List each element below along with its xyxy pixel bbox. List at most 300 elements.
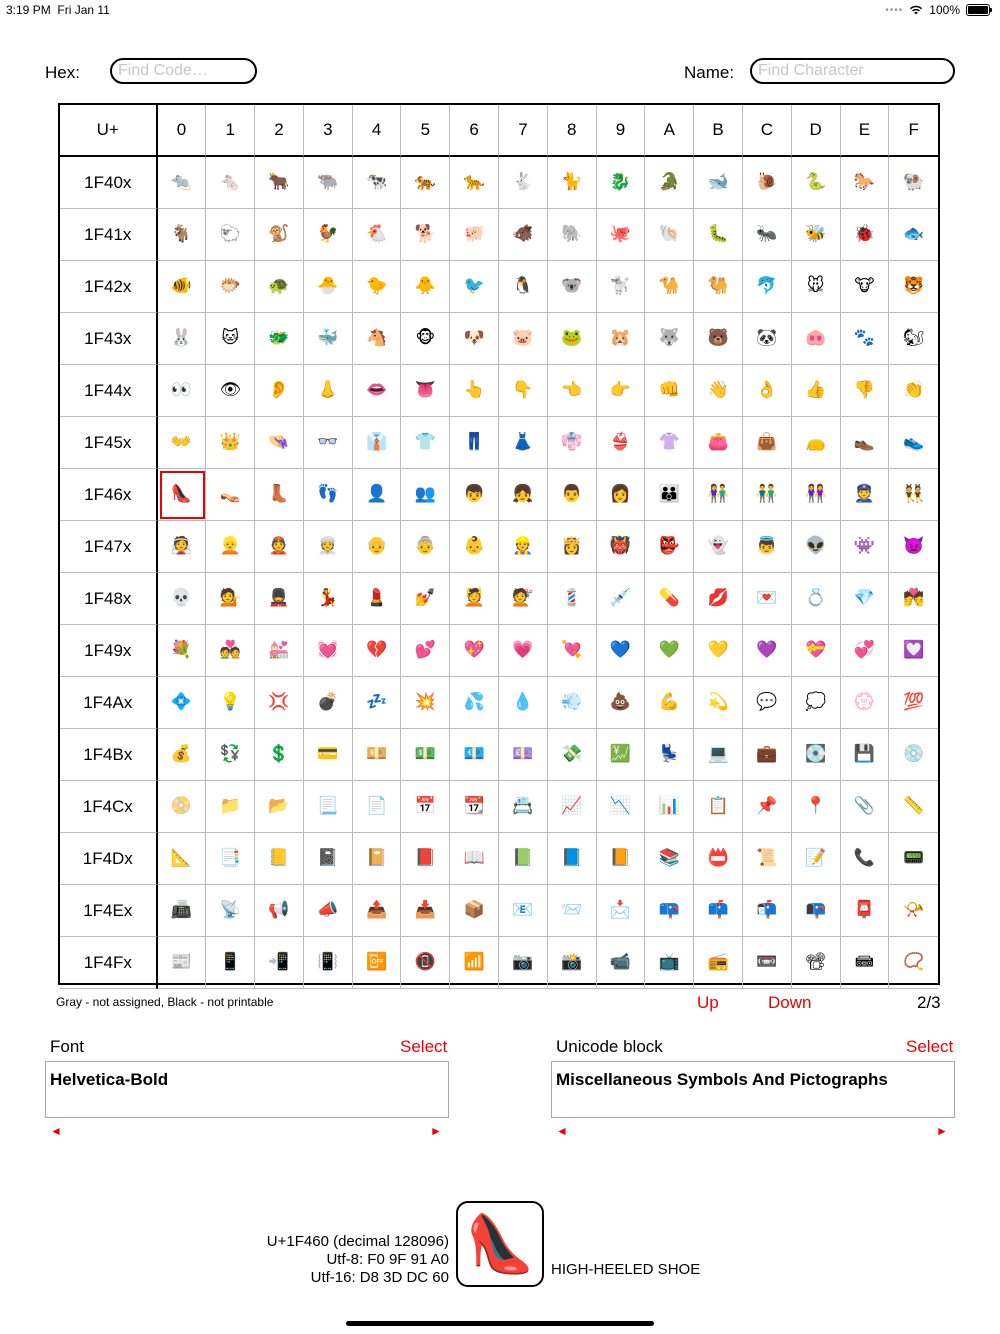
- char-cell[interactable]: [792, 781, 841, 833]
- char-glyph: 👱: [219, 536, 241, 556]
- char-cell[interactable]: [206, 781, 255, 833]
- char-cell[interactable]: [548, 417, 597, 469]
- char-cell[interactable]: [548, 365, 597, 417]
- char-cell[interactable]: [792, 157, 841, 209]
- block-select-button[interactable]: Select: [906, 1037, 954, 1056]
- char-cell[interactable]: [158, 365, 207, 417]
- hex-search-input[interactable]: [118, 62, 249, 80]
- char-cell[interactable]: [206, 261, 255, 313]
- char-cell[interactable]: [889, 313, 938, 365]
- char-cell[interactable]: [401, 521, 450, 573]
- char-cell[interactable]: [255, 417, 304, 469]
- char-cell[interactable]: [450, 625, 499, 677]
- char-cell[interactable]: [255, 313, 304, 365]
- char-cell[interactable]: [792, 521, 841, 573]
- char-cell[interactable]: [206, 677, 255, 729]
- char-cell[interactable]: [450, 365, 499, 417]
- char-cell[interactable]: [792, 313, 841, 365]
- char-cell[interactable]: [548, 833, 597, 885]
- char-cell[interactable]: [645, 261, 694, 313]
- char-cell[interactable]: [645, 833, 694, 885]
- char-cell[interactable]: [889, 261, 938, 313]
- char-cell[interactable]: [743, 885, 792, 937]
- char-cell[interactable]: [255, 729, 304, 781]
- char-cell[interactable]: [645, 469, 694, 521]
- char-cell[interactable]: [255, 521, 304, 573]
- char-cell[interactable]: [401, 469, 450, 521]
- char-cell[interactable]: [841, 521, 890, 573]
- char-cell[interactable]: [255, 209, 304, 261]
- home-indicator[interactable]: [346, 1321, 654, 1326]
- char-cell[interactable]: [841, 417, 890, 469]
- char-cell[interactable]: [645, 937, 694, 989]
- char-cell[interactable]: [597, 573, 646, 625]
- char-cell[interactable]: [304, 729, 353, 781]
- char-cell[interactable]: [401, 573, 450, 625]
- char-cell[interactable]: [889, 625, 938, 677]
- char-cell[interactable]: [841, 937, 890, 989]
- char-cell[interactable]: [450, 261, 499, 313]
- char-cell[interactable]: [499, 677, 548, 729]
- char-cell[interactable]: [743, 469, 792, 521]
- char-glyph: 📁: [219, 796, 241, 816]
- char-cell[interactable]: [158, 729, 207, 781]
- char-glyph: 🐴: [365, 328, 388, 348]
- char-cell[interactable]: [694, 469, 743, 521]
- char-cell[interactable]: [694, 573, 743, 625]
- char-cell[interactable]: [841, 833, 890, 885]
- font-name-box[interactable]: [45, 1061, 449, 1118]
- column-header: D: [792, 105, 841, 157]
- char-cell[interactable]: [645, 209, 694, 261]
- down-button[interactable]: Down: [768, 993, 812, 1012]
- char-cell[interactable]: [792, 729, 841, 781]
- char-cell[interactable]: [792, 937, 841, 989]
- char-cell[interactable]: [792, 365, 841, 417]
- char-cell[interactable]: [597, 417, 646, 469]
- char-cell[interactable]: [548, 313, 597, 365]
- char-cell[interactable]: [889, 677, 938, 729]
- char-cell[interactable]: [158, 625, 207, 677]
- font-select-button[interactable]: Select: [400, 1037, 448, 1056]
- char-glyph: 📚: [658, 848, 680, 868]
- char-glyph: 💅: [414, 588, 436, 608]
- char-cell[interactable]: [597, 937, 646, 989]
- char-cell[interactable]: [255, 885, 304, 937]
- name-search-field[interactable]: [750, 58, 955, 84]
- char-cell[interactable]: [450, 677, 499, 729]
- char-cell[interactable]: [304, 261, 353, 313]
- char-cell[interactable]: [548, 261, 597, 313]
- char-glyph: 🐳: [317, 328, 339, 348]
- char-cell[interactable]: [255, 781, 304, 833]
- char-cell[interactable]: [597, 313, 646, 365]
- char-cell[interactable]: [304, 573, 353, 625]
- char-cell[interactable]: [597, 833, 646, 885]
- char-cell[interactable]: [158, 781, 207, 833]
- char-cell[interactable]: [450, 313, 499, 365]
- char-cell[interactable]: [499, 937, 548, 989]
- char-cell[interactable]: [694, 833, 743, 885]
- char-glyph: 💽: [805, 744, 827, 764]
- char-cell[interactable]: [645, 365, 694, 417]
- char-cell[interactable]: [694, 209, 743, 261]
- char-cell[interactable]: [841, 781, 890, 833]
- char-cell[interactable]: [841, 729, 890, 781]
- font-prev-arrow-icon[interactable]: ◄: [50, 1124, 62, 1138]
- char-cell[interactable]: [841, 365, 890, 417]
- char-cell[interactable]: [645, 729, 694, 781]
- char-cell[interactable]: [158, 417, 207, 469]
- char-cell[interactable]: [743, 573, 792, 625]
- char-glyph: 💭: [805, 692, 827, 712]
- char-cell[interactable]: [206, 885, 255, 937]
- char-cell[interactable]: [889, 417, 938, 469]
- char-cell[interactable]: [206, 937, 255, 989]
- char-cell[interactable]: [743, 521, 792, 573]
- char-cell[interactable]: [353, 625, 402, 677]
- char-cell[interactable]: [743, 677, 792, 729]
- char-cell[interactable]: [841, 157, 890, 209]
- char-cell[interactable]: [597, 469, 646, 521]
- char-cell[interactable]: [743, 625, 792, 677]
- char-cell[interactable]: [401, 833, 450, 885]
- font-next-arrow-icon[interactable]: ►: [430, 1124, 442, 1138]
- char-glyph: 👷: [512, 536, 534, 556]
- char-cell[interactable]: [889, 781, 938, 833]
- char-cell[interactable]: [158, 261, 207, 313]
- char-cell[interactable]: [743, 157, 792, 209]
- char-cell[interactable]: [499, 209, 548, 261]
- char-glyph: 📛: [707, 848, 729, 868]
- char-cell[interactable]: [255, 677, 304, 729]
- char-cell[interactable]: [304, 937, 353, 989]
- char-cell[interactable]: [353, 833, 402, 885]
- char-cell[interactable]: [158, 885, 207, 937]
- char-cell[interactable]: [841, 469, 890, 521]
- char-cell[interactable]: [499, 885, 548, 937]
- char-cell[interactable]: [206, 573, 255, 625]
- char-cell[interactable]: [694, 729, 743, 781]
- char-cell[interactable]: [889, 937, 938, 989]
- char-cell[interactable]: [889, 365, 938, 417]
- char-cell[interactable]: [548, 729, 597, 781]
- char-cell[interactable]: [158, 157, 207, 209]
- char-cell[interactable]: [206, 521, 255, 573]
- char-cell[interactable]: [401, 157, 450, 209]
- char-cell[interactable]: [499, 781, 548, 833]
- char-cell[interactable]: [841, 573, 890, 625]
- char-cell[interactable]: [304, 469, 353, 521]
- char-cell[interactable]: [792, 885, 841, 937]
- char-cell[interactable]: [401, 781, 450, 833]
- char-cell[interactable]: [450, 833, 499, 885]
- char-cell[interactable]: [304, 677, 353, 729]
- char-cell[interactable]: [353, 365, 402, 417]
- char-cell[interactable]: [645, 313, 694, 365]
- char-cell[interactable]: [548, 781, 597, 833]
- char-cell[interactable]: [158, 573, 207, 625]
- char-cell[interactable]: [450, 521, 499, 573]
- char-cell[interactable]: [889, 833, 938, 885]
- char-cell[interactable]: [353, 417, 402, 469]
- char-cell[interactable]: [841, 885, 890, 937]
- char-cell[interactable]: [304, 209, 353, 261]
- char-cell[interactable]: [841, 625, 890, 677]
- char-cell[interactable]: [206, 157, 255, 209]
- status-bar: [0, 0, 1000, 22]
- char-cell[interactable]: [889, 573, 938, 625]
- row-header: 1F41x: [60, 209, 158, 261]
- char-cell[interactable]: [548, 625, 597, 677]
- char-cell[interactable]: [353, 937, 402, 989]
- char-cell[interactable]: [548, 937, 597, 989]
- char-cell[interactable]: [792, 573, 841, 625]
- char-cell[interactable]: [694, 157, 743, 209]
- char-cell[interactable]: [158, 521, 207, 573]
- char-cell[interactable]: [597, 209, 646, 261]
- char-cell[interactable]: [353, 261, 402, 313]
- char-cell[interactable]: [694, 521, 743, 573]
- char-cell[interactable]: [694, 937, 743, 989]
- char-cell[interactable]: [401, 417, 450, 469]
- char-cell[interactable]: [450, 209, 499, 261]
- char-cell[interactable]: [743, 781, 792, 833]
- char-cell[interactable]: [499, 521, 548, 573]
- block-name-box[interactable]: [551, 1061, 955, 1118]
- char-cell[interactable]: [792, 677, 841, 729]
- char-cell[interactable]: [597, 521, 646, 573]
- char-cell[interactable]: [548, 885, 597, 937]
- char-cell[interactable]: [694, 677, 743, 729]
- char-cell[interactable]: [889, 469, 938, 521]
- char-cell[interactable]: [401, 885, 450, 937]
- row-header: 1F45x: [60, 417, 158, 469]
- char-cell[interactable]: [401, 313, 450, 365]
- char-cell[interactable]: [889, 209, 938, 261]
- char-cell[interactable]: [304, 625, 353, 677]
- char-cell[interactable]: [353, 521, 402, 573]
- char-cell[interactable]: [889, 157, 938, 209]
- block-prev-arrow-icon[interactable]: ◄: [556, 1124, 568, 1138]
- char-cell[interactable]: [158, 677, 207, 729]
- char-cell[interactable]: [304, 781, 353, 833]
- char-cell[interactable]: [792, 469, 841, 521]
- char-cell[interactable]: [401, 365, 450, 417]
- char-cell[interactable]: [499, 157, 548, 209]
- char-cell[interactable]: [548, 573, 597, 625]
- char-cell[interactable]: [841, 313, 890, 365]
- char-cell[interactable]: [645, 157, 694, 209]
- char-cell[interactable]: [158, 313, 207, 365]
- char-cell[interactable]: [548, 209, 597, 261]
- char-cell[interactable]: [158, 209, 207, 261]
- char-cell[interactable]: [694, 417, 743, 469]
- char-cell[interactable]: [645, 885, 694, 937]
- char-cell[interactable]: [401, 261, 450, 313]
- char-cell[interactable]: [597, 365, 646, 417]
- char-cell[interactable]: [304, 521, 353, 573]
- clock-text: 3:19 PM: [6, 3, 51, 17]
- char-cell[interactable]: [694, 625, 743, 677]
- char-cell[interactable]: [304, 833, 353, 885]
- char-cell[interactable]: [353, 573, 402, 625]
- char-cell[interactable]: [889, 729, 938, 781]
- char-cell[interactable]: [304, 157, 353, 209]
- char-cell[interactable]: [548, 157, 597, 209]
- char-glyph: 👑: [219, 432, 241, 452]
- char-cell[interactable]: [206, 417, 255, 469]
- char-cell[interactable]: [597, 677, 646, 729]
- char-cell[interactable]: [304, 365, 353, 417]
- char-cell[interactable]: [792, 417, 841, 469]
- char-cell[interactable]: [450, 937, 499, 989]
- char-glyph: 🐅: [414, 172, 436, 192]
- char-cell[interactable]: [353, 313, 402, 365]
- char-cell[interactable]: [255, 833, 304, 885]
- char-cell[interactable]: [743, 313, 792, 365]
- char-cell[interactable]: [353, 469, 402, 521]
- char-cell[interactable]: [255, 573, 304, 625]
- char-cell[interactable]: [645, 677, 694, 729]
- char-cell[interactable]: [353, 677, 402, 729]
- char-cell[interactable]: [255, 157, 304, 209]
- char-cell[interactable]: [792, 833, 841, 885]
- char-cell[interactable]: [450, 781, 499, 833]
- char-cell[interactable]: [645, 781, 694, 833]
- char-cell[interactable]: [206, 469, 255, 521]
- char-cell[interactable]: [597, 729, 646, 781]
- char-cell[interactable]: [597, 885, 646, 937]
- char-cell[interactable]: [499, 417, 548, 469]
- char-cell[interactable]: [841, 677, 890, 729]
- char-glyph: 💗: [512, 640, 534, 660]
- char-glyph: 👃: [317, 380, 339, 400]
- up-button[interactable]: Up: [697, 993, 719, 1012]
- char-cell[interactable]: [841, 209, 890, 261]
- char-cell[interactable]: [645, 573, 694, 625]
- char-cell[interactable]: [353, 781, 402, 833]
- char-cell[interactable]: [401, 209, 450, 261]
- char-cell[interactable]: [450, 573, 499, 625]
- char-cell[interactable]: [743, 729, 792, 781]
- char-cell[interactable]: [450, 729, 499, 781]
- char-glyph: 📫: [707, 900, 729, 920]
- char-cell[interactable]: [206, 729, 255, 781]
- char-cell[interactable]: [499, 625, 548, 677]
- char-cell[interactable]: [206, 209, 255, 261]
- char-cell[interactable]: [548, 469, 597, 521]
- char-cell[interactable]: [597, 625, 646, 677]
- char-cell[interactable]: [499, 469, 548, 521]
- char-cell[interactable]: [499, 573, 548, 625]
- char-cell[interactable]: [694, 365, 743, 417]
- char-cell[interactable]: [841, 261, 890, 313]
- char-cell[interactable]: [450, 885, 499, 937]
- char-cell[interactable]: [694, 781, 743, 833]
- char-cell[interactable]: [401, 625, 450, 677]
- char-glyph: 💎: [853, 588, 875, 608]
- char-cell[interactable]: [450, 469, 499, 521]
- char-cell[interactable]: [743, 261, 792, 313]
- char-cell[interactable]: [645, 417, 694, 469]
- selected-char-preview[interactable]: [456, 1201, 544, 1287]
- char-cell[interactable]: [694, 313, 743, 365]
- char-cell[interactable]: [353, 729, 402, 781]
- char-cell[interactable]: [158, 833, 207, 885]
- char-cell[interactable]: [597, 781, 646, 833]
- char-cell[interactable]: [499, 729, 548, 781]
- hex-search-field[interactable]: [110, 58, 257, 84]
- char-cell[interactable]: [889, 885, 938, 937]
- char-cell[interactable]: [743, 365, 792, 417]
- char-cell[interactable]: [499, 833, 548, 885]
- char-cell[interactable]: [255, 261, 304, 313]
- char-cell[interactable]: [401, 677, 450, 729]
- char-cell[interactable]: [255, 937, 304, 989]
- char-cell[interactable]: [353, 885, 402, 937]
- name-search-input[interactable]: [758, 62, 947, 80]
- char-cell[interactable]: [889, 521, 938, 573]
- column-header: 8: [548, 105, 597, 157]
- char-cell[interactable]: [792, 209, 841, 261]
- char-cell[interactable]: [304, 885, 353, 937]
- char-cell[interactable]: [401, 937, 450, 989]
- char-cell[interactable]: [158, 937, 207, 989]
- char-cell[interactable]: [694, 885, 743, 937]
- char-cell[interactable]: [743, 833, 792, 885]
- char-cell[interactable]: [255, 365, 304, 417]
- char-cell[interactable]: [792, 625, 841, 677]
- char-cell[interactable]: [158, 469, 207, 521]
- char-cell[interactable]: [304, 313, 353, 365]
- char-cell[interactable]: [499, 365, 548, 417]
- char-cell[interactable]: [401, 729, 450, 781]
- char-glyph: 🐧: [512, 276, 534, 296]
- block-next-arrow-icon[interactable]: ►: [936, 1124, 948, 1138]
- char-cell[interactable]: [255, 469, 304, 521]
- char-glyph: 📱: [219, 952, 241, 972]
- char-cell[interactable]: [694, 261, 743, 313]
- char-cell[interactable]: [255, 625, 304, 677]
- signal-dots-icon: ••••: [885, 4, 904, 16]
- char-cell[interactable]: [743, 937, 792, 989]
- char-cell[interactable]: [548, 677, 597, 729]
- char-glyph: 🐱: [221, 328, 240, 348]
- char-cell[interactable]: [353, 157, 402, 209]
- char-cell[interactable]: [304, 417, 353, 469]
- char-cell[interactable]: [206, 313, 255, 365]
- char-cell[interactable]: [450, 417, 499, 469]
- char-cell[interactable]: [206, 365, 255, 417]
- char-cell[interactable]: [548, 521, 597, 573]
- char-cell[interactable]: [597, 261, 646, 313]
- char-cell[interactable]: [645, 625, 694, 677]
- char-cell[interactable]: [450, 157, 499, 209]
- char-cell[interactable]: [499, 261, 548, 313]
- char-cell[interactable]: [597, 157, 646, 209]
- char-cell[interactable]: [743, 417, 792, 469]
- char-cell[interactable]: [743, 209, 792, 261]
- char-cell[interactable]: [792, 261, 841, 313]
- char-glyph: 🐻: [707, 328, 729, 348]
- char-cell[interactable]: [206, 833, 255, 885]
- hex-label: Hex:: [45, 63, 80, 82]
- char-cell[interactable]: [206, 625, 255, 677]
- char-cell[interactable]: [499, 313, 548, 365]
- char-cell[interactable]: [353, 209, 402, 261]
- char-cell[interactable]: [645, 521, 694, 573]
